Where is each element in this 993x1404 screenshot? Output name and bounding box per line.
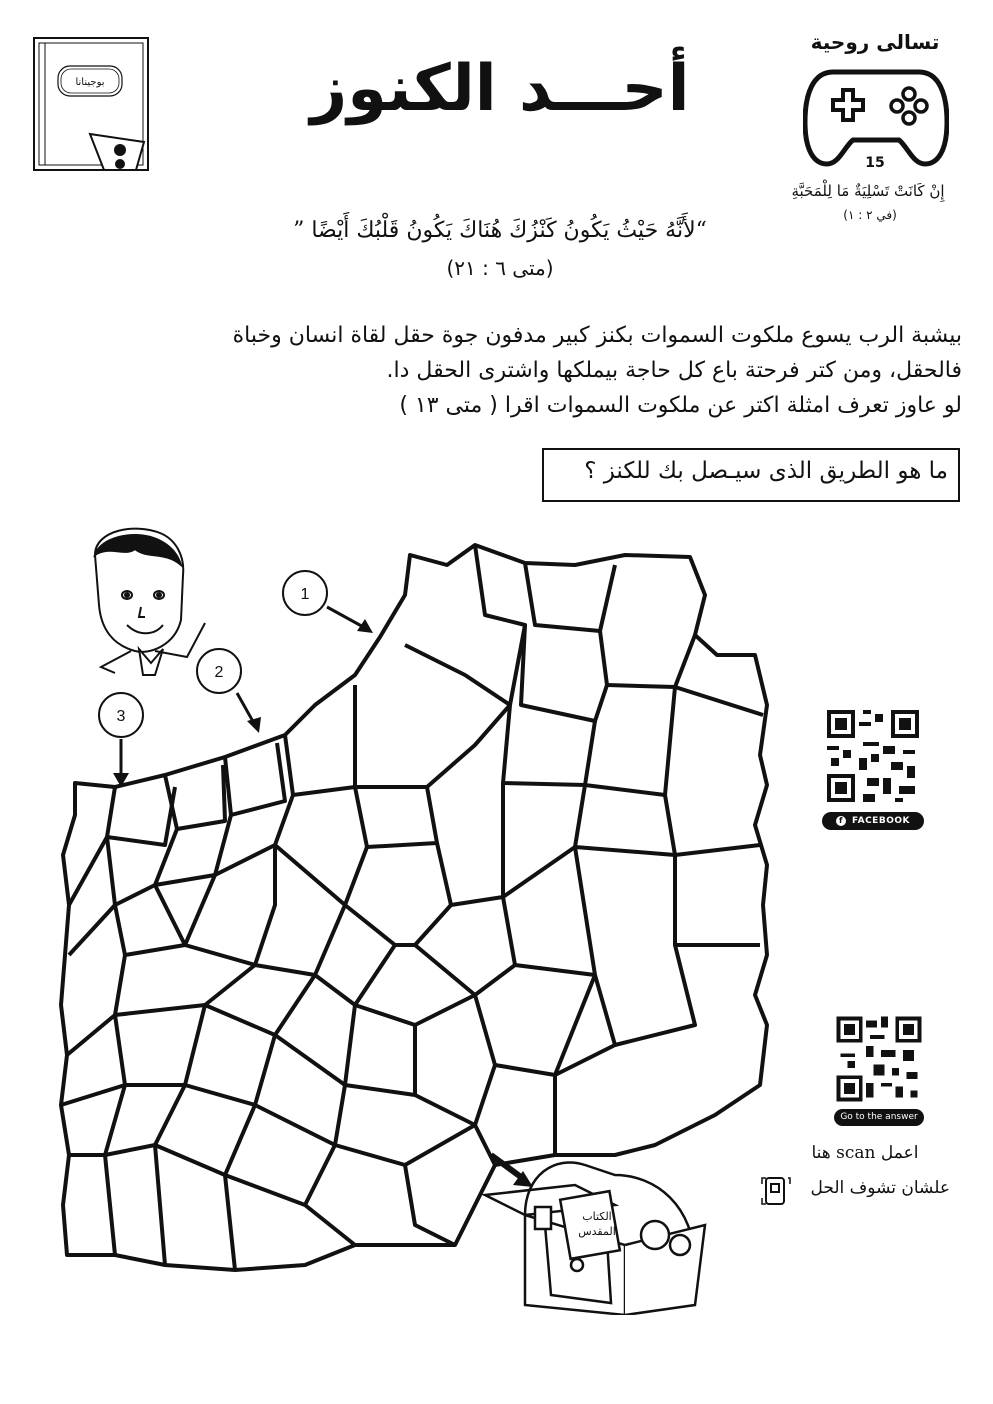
- question-box: ما هو الطريق الذى سيـصل بك للكنز ؟: [542, 448, 960, 502]
- svg-text:1: 1: [300, 586, 310, 603]
- scan-instruction: اعمل scan هنا: [811, 1143, 919, 1163]
- go-to-answer-link[interactable]: Go to the answer: [834, 1109, 924, 1126]
- start-marker-2[interactable]: [197, 649, 261, 733]
- start-marker-1[interactable]: [283, 571, 373, 633]
- chest-label-line2: المقدس: [578, 1225, 616, 1238]
- svg-text:3: 3: [116, 708, 126, 725]
- scan-instruction-2: علشان تشوف الحل: [810, 1178, 950, 1198]
- verse-reference: (متى ٦ : ٢١): [446, 256, 554, 280]
- facebook-link[interactable]: [822, 812, 924, 830]
- brand-label: تسالى روحية: [810, 30, 940, 54]
- treasure-maze[interactable]: [55, 525, 775, 1315]
- facebook-qr-code[interactable]: [823, 706, 923, 806]
- gamepad-icon: [803, 64, 949, 168]
- start-marker-3[interactable]: [99, 693, 143, 787]
- book-cover-icon: [32, 36, 150, 172]
- story-line: لو عاوز تعرف امثلة اكتر عن ملكوت السموات اقرا ( متى ١٣ ): [399, 393, 962, 418]
- bible-verse: “لأَنَّهُ حَيْثُ يَكُونُ كَنْزُكَ هُنَاكَ يَكُونُ قَلْبُكَ أَيْضًا ”: [293, 218, 707, 243]
- page-number: 15: [865, 155, 885, 171]
- facebook-label: FACEBOOK: [852, 816, 910, 826]
- story-text: [90, 318, 962, 423]
- page-title: أحـــد الكنوز: [310, 52, 690, 126]
- phone-scan-icon: [760, 1176, 792, 1206]
- tagline: إِنْ كَانَتْ تَسْلِيَةٌ مَا لِلْمَحَبَّةِ: [791, 182, 945, 200]
- svg-text:2: 2: [214, 664, 224, 681]
- facebook-icon: f: [836, 816, 846, 826]
- story-line: بيشبة الرب يسوع ملكوت السموات بكنز كبير مدفون جوة حقل لقاة انسان وخباة: [232, 323, 962, 348]
- book-cover-text: بوجينانا: [75, 77, 105, 88]
- chest-label-line1: الكتاب: [582, 1210, 612, 1223]
- answer-qr-code[interactable]: [833, 1013, 925, 1105]
- tagline-reference: (في ٢ : ١): [843, 208, 897, 222]
- boy-illustration: [95, 529, 205, 675]
- story-line: فالحقل، ومن كتر فرحتة باع كل حاجة بيملكها واشترى الحقل دا.: [386, 358, 962, 383]
